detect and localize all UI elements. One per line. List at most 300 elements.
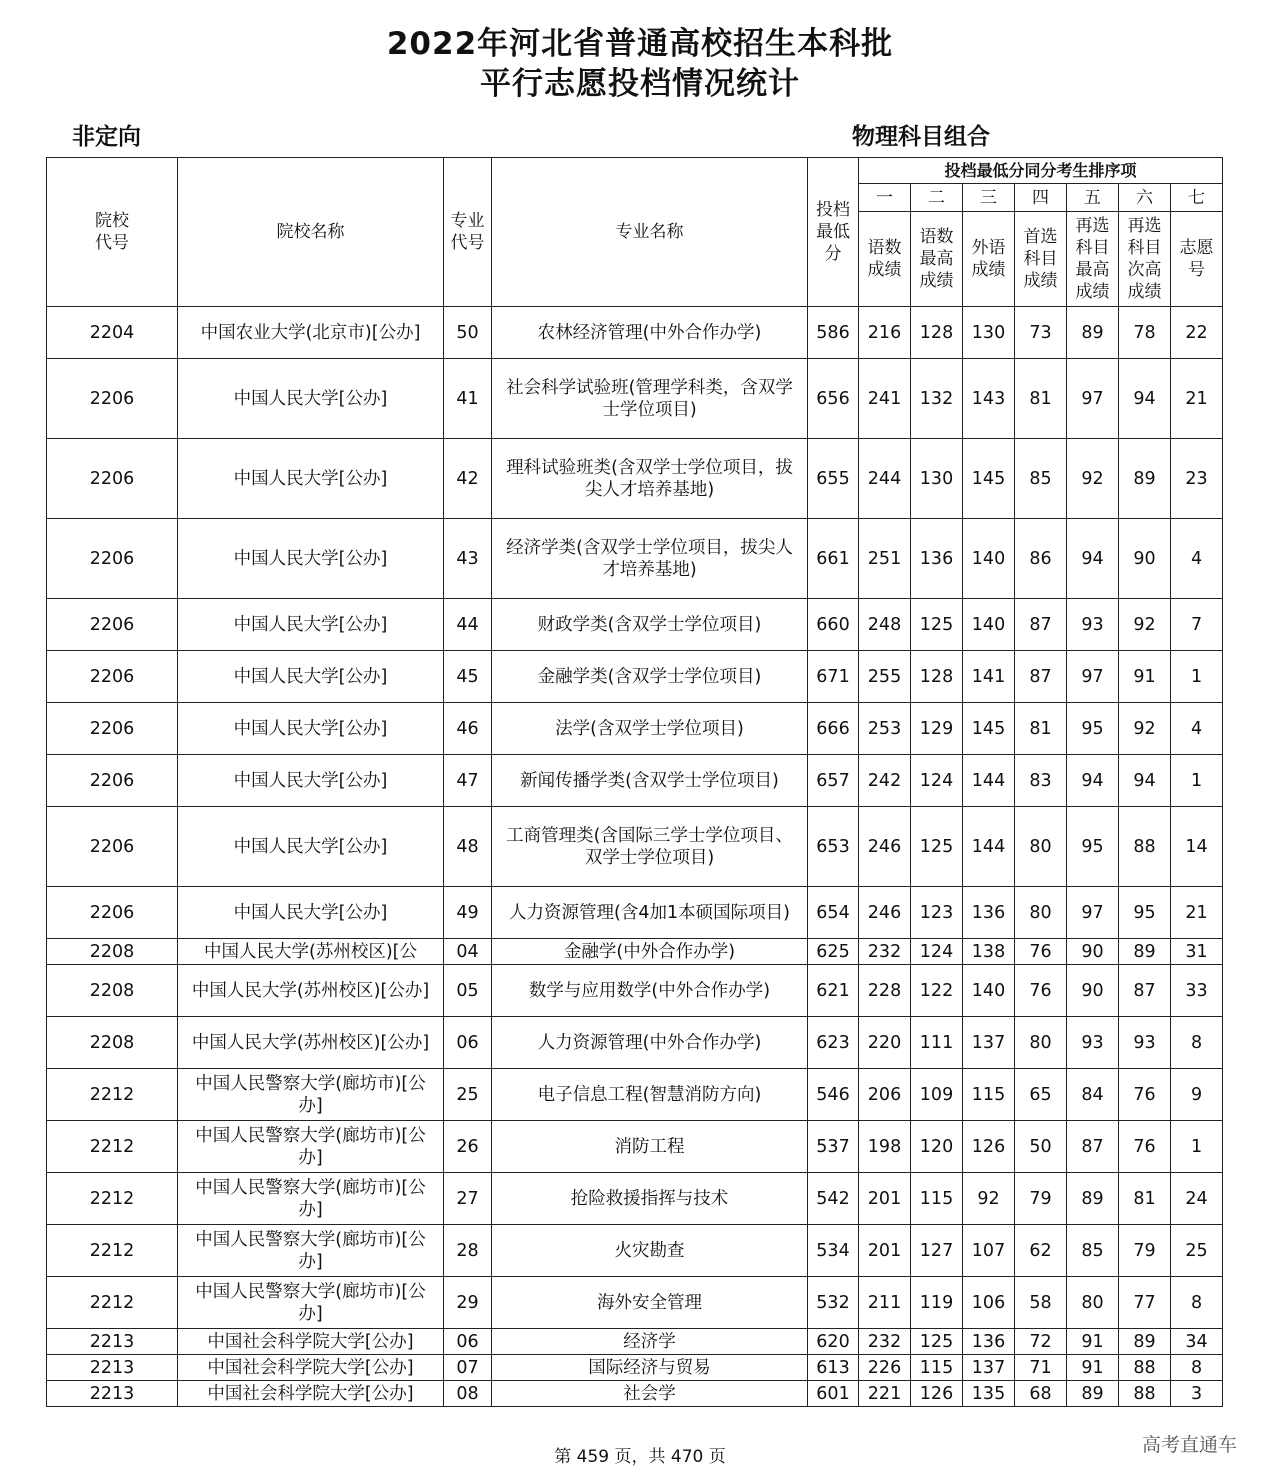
criterion-5-cell: 90 (1067, 939, 1119, 965)
major-code-cell: 48 (444, 807, 492, 887)
table-body (47, 307, 1223, 1407)
criterion-5-cell: 93 (1067, 599, 1119, 651)
criterion-7-cell: 4 (1171, 703, 1223, 755)
major-code-cell: 28 (444, 1225, 492, 1277)
criterion-6-cell: 76 (1119, 1121, 1171, 1173)
school-name-cell: 中国人民大学(苏州校区)[公办] (178, 965, 444, 1017)
major-name-cell: 法学(含双学士学位项目) (492, 703, 808, 755)
header-criterion-3: 外语成绩 (963, 212, 1015, 307)
header-major-code: 专业代号 (444, 158, 492, 307)
table-row (47, 807, 1223, 887)
criterion-1-cell: 198 (859, 1121, 911, 1173)
min-score-cell: 601 (808, 1381, 859, 1407)
criterion-7-cell: 22 (1171, 307, 1223, 359)
criterion-1-cell: 241 (859, 359, 911, 439)
admission-table (46, 157, 1223, 1407)
document-title-line2: 平行志愿投档情况统计 (480, 66, 800, 102)
table-row (47, 599, 1223, 651)
criterion-5-cell: 89 (1067, 1381, 1119, 1407)
criterion-5-cell: 92 (1067, 439, 1119, 519)
major-name-cell: 抢险救援指挥与技术 (492, 1173, 808, 1225)
school-name-cell: 中国人民大学(苏州校区)[公办] (178, 1017, 444, 1069)
criterion-7-cell: 8 (1171, 1277, 1223, 1329)
min-score-cell: 620 (808, 1329, 859, 1355)
criterion-7-cell: 31 (1171, 939, 1223, 965)
criterion-4-cell: 83 (1015, 755, 1067, 807)
major-code-cell: 44 (444, 599, 492, 651)
major-name-cell: 火灾勘查 (492, 1225, 808, 1277)
school-code-cell: 2206 (47, 439, 178, 519)
header-rank-6: 六 (1119, 184, 1171, 212)
school-name-cell: 中国人民警察大学(廊坊市)[公办] (178, 1225, 444, 1277)
table-row (47, 1355, 1223, 1381)
criterion-2-cell: 132 (911, 359, 963, 439)
major-name-cell: 金融学(中外合作办学) (492, 939, 808, 965)
school-name-cell: 中国人民大学[公办] (178, 599, 444, 651)
school-name-cell: 中国人民大学[公办] (178, 439, 444, 519)
header-criterion-6: 再选科目次高成绩 (1119, 212, 1171, 307)
major-code-cell: 25 (444, 1069, 492, 1121)
criterion-6-cell: 89 (1119, 1329, 1171, 1355)
criterion-6-cell: 93 (1119, 1017, 1171, 1069)
criterion-1-cell: 228 (859, 965, 911, 1017)
criterion-5-cell: 94 (1067, 519, 1119, 599)
criterion-4-cell: 71 (1015, 1355, 1067, 1381)
major-name-cell: 消防工程 (492, 1121, 808, 1173)
school-code-cell: 2206 (47, 703, 178, 755)
criterion-1-cell: 246 (859, 887, 911, 939)
school-code-cell: 2208 (47, 965, 178, 1017)
criterion-2-cell: 126 (911, 1381, 963, 1407)
major-name-cell: 社会学 (492, 1381, 808, 1407)
criterion-2-cell: 127 (911, 1225, 963, 1277)
school-name-cell: 中国人民大学[公办] (178, 519, 444, 599)
min-score-cell: 666 (808, 703, 859, 755)
school-code-cell: 2212 (47, 1277, 178, 1329)
criterion-1-cell: 226 (859, 1355, 911, 1381)
major-code-cell: 26 (444, 1121, 492, 1173)
criterion-4-cell: 85 (1015, 439, 1067, 519)
min-score-cell: 660 (808, 599, 859, 651)
school-code-cell: 2206 (47, 807, 178, 887)
criterion-5-cell: 95 (1067, 703, 1119, 755)
criterion-3-cell: 138 (963, 939, 1015, 965)
criterion-5-cell: 87 (1067, 1121, 1119, 1173)
school-code-cell: 2212 (47, 1069, 178, 1121)
major-name-cell: 新闻传播学类(含双学士学位项目) (492, 755, 808, 807)
criterion-3-cell: 140 (963, 599, 1015, 651)
major-code-cell: 06 (444, 1329, 492, 1355)
criterion-4-cell: 72 (1015, 1329, 1067, 1355)
school-name-cell: 中国社会科学院大学[公办] (178, 1329, 444, 1355)
school-name-cell: 中国人民大学[公办] (178, 703, 444, 755)
criterion-1-cell: 253 (859, 703, 911, 755)
min-score-cell: 534 (808, 1225, 859, 1277)
criterion-2-cell: 122 (911, 965, 963, 1017)
header-criterion-4: 首选科目成绩 (1015, 212, 1067, 307)
criterion-1-cell: 248 (859, 599, 911, 651)
criterion-6-cell: 92 (1119, 703, 1171, 755)
criterion-6-cell: 76 (1119, 1069, 1171, 1121)
criterion-4-cell: 50 (1015, 1121, 1067, 1173)
watermark: 高考直通车 (1142, 1434, 1238, 1456)
header-rank-5: 五 (1067, 184, 1119, 212)
criterion-7-cell: 1 (1171, 1121, 1223, 1173)
criterion-6-cell: 94 (1119, 755, 1171, 807)
header-rank-1: 一 (859, 184, 911, 212)
major-code-cell: 27 (444, 1173, 492, 1225)
header-criterion-2: 语数最高成绩 (911, 212, 963, 307)
major-name-cell: 海外安全管理 (492, 1277, 808, 1329)
table-row (47, 1173, 1223, 1225)
min-score-cell: 661 (808, 519, 859, 599)
criterion-2-cell: 136 (911, 519, 963, 599)
header-criterion-1: 语数成绩 (859, 212, 911, 307)
criterion-4-cell: 80 (1015, 1017, 1067, 1069)
table-row (47, 519, 1223, 599)
major-code-cell: 29 (444, 1277, 492, 1329)
major-code-cell: 08 (444, 1381, 492, 1407)
criterion-5-cell: 93 (1067, 1017, 1119, 1069)
school-code-cell: 2206 (47, 887, 178, 939)
major-code-cell: 45 (444, 651, 492, 703)
table-row (47, 359, 1223, 439)
criterion-2-cell: 120 (911, 1121, 963, 1173)
criterion-7-cell: 33 (1171, 965, 1223, 1017)
criterion-7-cell: 14 (1171, 807, 1223, 887)
category-label: 非定向 (72, 124, 141, 150)
min-score-cell: 625 (808, 939, 859, 965)
major-name-cell: 经济学类(含双学士学位项目，拔尖人才培养基地) (492, 519, 808, 599)
major-code-cell: 41 (444, 359, 492, 439)
criterion-1-cell: 201 (859, 1225, 911, 1277)
school-name-cell: 中国农业大学(北京市)[公办] (178, 307, 444, 359)
criterion-4-cell: 80 (1015, 887, 1067, 939)
criterion-7-cell: 24 (1171, 1173, 1223, 1225)
criterion-1-cell: 246 (859, 807, 911, 887)
criterion-5-cell: 84 (1067, 1069, 1119, 1121)
school-name-cell: 中国社会科学院大学[公办] (178, 1381, 444, 1407)
criterion-3-cell: 145 (963, 439, 1015, 519)
min-score-cell: 657 (808, 755, 859, 807)
criterion-7-cell: 21 (1171, 359, 1223, 439)
criterion-6-cell: 79 (1119, 1225, 1171, 1277)
major-code-cell: 04 (444, 939, 492, 965)
criterion-3-cell: 107 (963, 1225, 1015, 1277)
min-score-cell: 623 (808, 1017, 859, 1069)
school-code-cell: 2213 (47, 1381, 178, 1407)
table-row (47, 887, 1223, 939)
table-row (47, 965, 1223, 1017)
header-tiebreak-group: 投档最低分同分考生排序项 (859, 158, 1223, 184)
header-min-score: 投档最低分 (808, 158, 859, 307)
criterion-2-cell: 128 (911, 651, 963, 703)
criterion-7-cell: 3 (1171, 1381, 1223, 1407)
table-row (47, 1121, 1223, 1173)
min-score-cell: 537 (808, 1121, 859, 1173)
criterion-6-cell: 81 (1119, 1173, 1171, 1225)
table-row (47, 439, 1223, 519)
criterion-4-cell: 81 (1015, 703, 1067, 755)
criterion-7-cell: 21 (1171, 887, 1223, 939)
criterion-6-cell: 95 (1119, 887, 1171, 939)
criterion-3-cell: 130 (963, 307, 1015, 359)
major-code-cell: 06 (444, 1017, 492, 1069)
table-row (47, 1069, 1223, 1121)
criterion-7-cell: 25 (1171, 1225, 1223, 1277)
school-code-cell: 2206 (47, 755, 178, 807)
table-row (47, 1381, 1223, 1407)
criterion-5-cell: 85 (1067, 1225, 1119, 1277)
criterion-2-cell: 125 (911, 599, 963, 651)
major-code-cell: 05 (444, 965, 492, 1017)
school-code-cell: 2213 (47, 1329, 178, 1355)
major-code-cell: 46 (444, 703, 492, 755)
criterion-3-cell: 143 (963, 359, 1015, 439)
school-name-cell: 中国人民大学[公办] (178, 651, 444, 703)
criterion-7-cell: 34 (1171, 1329, 1223, 1355)
school-code-cell: 2212 (47, 1121, 178, 1173)
criterion-2-cell: 111 (911, 1017, 963, 1069)
major-name-cell: 农林经济管理(中外合作办学) (492, 307, 808, 359)
school-code-cell: 2204 (47, 307, 178, 359)
min-score-cell: 656 (808, 359, 859, 439)
criterion-6-cell: 89 (1119, 439, 1171, 519)
criterion-7-cell: 23 (1171, 439, 1223, 519)
criterion-1-cell: 211 (859, 1277, 911, 1329)
criterion-4-cell: 87 (1015, 651, 1067, 703)
major-name-cell: 工商管理类(含国际三学士学位项目、双学士学位项目) (492, 807, 808, 887)
criterion-3-cell: 144 (963, 807, 1015, 887)
document-title-line1: 2022年河北省普通高校招生本科批 (386, 26, 894, 62)
criterion-4-cell: 73 (1015, 307, 1067, 359)
criterion-7-cell: 1 (1171, 755, 1223, 807)
criterion-4-cell: 76 (1015, 939, 1067, 965)
criterion-6-cell: 88 (1119, 1381, 1171, 1407)
criterion-2-cell: 129 (911, 703, 963, 755)
criterion-6-cell: 89 (1119, 939, 1171, 965)
school-code-cell: 2206 (47, 519, 178, 599)
school-name-cell: 中国人民警察大学(廊坊市)[公办] (178, 1069, 444, 1121)
school-code-cell: 2213 (47, 1355, 178, 1381)
criterion-2-cell: 115 (911, 1173, 963, 1225)
criterion-1-cell: 221 (859, 1381, 911, 1407)
criterion-3-cell: 135 (963, 1381, 1015, 1407)
major-code-cell: 49 (444, 887, 492, 939)
criterion-6-cell: 78 (1119, 307, 1171, 359)
criterion-3-cell: 140 (963, 965, 1015, 1017)
min-score-cell: 621 (808, 965, 859, 1017)
criterion-1-cell: 255 (859, 651, 911, 703)
criterion-3-cell: 115 (963, 1069, 1015, 1121)
school-name-cell: 中国人民警察大学(廊坊市)[公办] (178, 1277, 444, 1329)
criterion-6-cell: 91 (1119, 651, 1171, 703)
criterion-5-cell: 91 (1067, 1329, 1119, 1355)
min-score-cell: 532 (808, 1277, 859, 1329)
school-code-cell: 2212 (47, 1173, 178, 1225)
criterion-5-cell: 95 (1067, 807, 1119, 887)
criterion-4-cell: 81 (1015, 359, 1067, 439)
header-criterion-5: 再选科目最高成绩 (1067, 212, 1119, 307)
criterion-3-cell: 137 (963, 1355, 1015, 1381)
major-name-cell: 电子信息工程(智慧消防方向) (492, 1069, 808, 1121)
criterion-2-cell: 125 (911, 807, 963, 887)
criterion-7-cell: 7 (1171, 599, 1223, 651)
criterion-3-cell: 137 (963, 1017, 1015, 1069)
header-criterion-7: 志愿号 (1171, 212, 1223, 307)
major-name-cell: 社会科学试验班(管理学科类，含双学士学位项目) (492, 359, 808, 439)
criterion-3-cell: 136 (963, 1329, 1015, 1355)
school-name-cell: 中国人民警察大学(廊坊市)[公办] (178, 1173, 444, 1225)
criterion-1-cell: 244 (859, 439, 911, 519)
criterion-6-cell: 90 (1119, 519, 1171, 599)
criterion-6-cell: 92 (1119, 599, 1171, 651)
page-footer: 第 459 页，共 470 页 (554, 1447, 726, 1467)
major-code-cell: 07 (444, 1355, 492, 1381)
criterion-1-cell: 251 (859, 519, 911, 599)
min-score-cell: 613 (808, 1355, 859, 1381)
criterion-3-cell: 106 (963, 1277, 1015, 1329)
criterion-6-cell: 87 (1119, 965, 1171, 1017)
table-row (47, 651, 1223, 703)
criterion-4-cell: 76 (1015, 965, 1067, 1017)
criterion-1-cell: 242 (859, 755, 911, 807)
criterion-4-cell: 58 (1015, 1277, 1067, 1329)
school-code-cell: 2208 (47, 939, 178, 965)
subject-combination-label: 物理科目组合 (852, 124, 990, 150)
table-header (47, 158, 1223, 307)
table-row (47, 1277, 1223, 1329)
criterion-4-cell: 86 (1015, 519, 1067, 599)
criterion-5-cell: 91 (1067, 1355, 1119, 1381)
school-name-cell: 中国人民警察大学(廊坊市)[公办] (178, 1121, 444, 1173)
criterion-4-cell: 80 (1015, 807, 1067, 887)
criterion-5-cell: 89 (1067, 307, 1119, 359)
major-name-cell: 人力资源管理(含4加1本硕国际项目) (492, 887, 808, 939)
criterion-2-cell: 125 (911, 1329, 963, 1355)
criterion-6-cell: 88 (1119, 807, 1171, 887)
criterion-3-cell: 140 (963, 519, 1015, 599)
school-code-cell: 2206 (47, 651, 178, 703)
header-school-code: 院校代号 (47, 158, 178, 307)
criterion-5-cell: 90 (1067, 965, 1119, 1017)
criterion-2-cell: 115 (911, 1355, 963, 1381)
min-score-cell: 671 (808, 651, 859, 703)
min-score-cell: 654 (808, 887, 859, 939)
criterion-2-cell: 123 (911, 887, 963, 939)
major-name-cell: 财政学类(含双学士学位项目) (492, 599, 808, 651)
criterion-3-cell: 136 (963, 887, 1015, 939)
min-score-cell: 542 (808, 1173, 859, 1225)
school-name-cell: 中国人民大学[公办] (178, 807, 444, 887)
min-score-cell: 586 (808, 307, 859, 359)
school-name-cell: 中国人民大学[公办] (178, 887, 444, 939)
header-rank-4: 四 (1015, 184, 1067, 212)
min-score-cell: 653 (808, 807, 859, 887)
criterion-1-cell: 201 (859, 1173, 911, 1225)
criterion-6-cell: 94 (1119, 359, 1171, 439)
criterion-3-cell: 145 (963, 703, 1015, 755)
major-code-cell: 43 (444, 519, 492, 599)
criterion-1-cell: 232 (859, 1329, 911, 1355)
table-row (47, 1225, 1223, 1277)
criterion-2-cell: 130 (911, 439, 963, 519)
major-name-cell: 数学与应用数学(中外合作办学) (492, 965, 808, 1017)
major-code-cell: 47 (444, 755, 492, 807)
criterion-2-cell: 119 (911, 1277, 963, 1329)
criterion-2-cell: 128 (911, 307, 963, 359)
school-code-cell: 2206 (47, 599, 178, 651)
school-name-cell: 中国人民大学(苏州校区)[公 (178, 939, 444, 965)
major-code-cell: 42 (444, 439, 492, 519)
major-name-cell: 金融学类(含双学士学位项目) (492, 651, 808, 703)
major-name-cell: 人力资源管理(中外合作办学) (492, 1017, 808, 1069)
table-row (47, 307, 1223, 359)
header-rank-2: 二 (911, 184, 963, 212)
criterion-3-cell: 126 (963, 1121, 1015, 1173)
school-name-cell: 中国人民大学[公办] (178, 755, 444, 807)
criterion-7-cell: 9 (1171, 1069, 1223, 1121)
table-row (47, 755, 1223, 807)
major-code-cell: 50 (444, 307, 492, 359)
criterion-2-cell: 124 (911, 939, 963, 965)
criterion-6-cell: 77 (1119, 1277, 1171, 1329)
header-school-name: 院校名称 (178, 158, 444, 307)
criterion-1-cell: 216 (859, 307, 911, 359)
criterion-5-cell: 89 (1067, 1173, 1119, 1225)
criterion-3-cell: 144 (963, 755, 1015, 807)
criterion-5-cell: 97 (1067, 359, 1119, 439)
criterion-3-cell: 92 (963, 1173, 1015, 1225)
header-rank-3: 三 (963, 184, 1015, 212)
criterion-5-cell: 94 (1067, 755, 1119, 807)
table-row (47, 939, 1223, 965)
criterion-4-cell: 65 (1015, 1069, 1067, 1121)
criterion-7-cell: 4 (1171, 519, 1223, 599)
criterion-1-cell: 220 (859, 1017, 911, 1069)
major-name-cell: 经济学 (492, 1329, 808, 1355)
criterion-7-cell: 1 (1171, 651, 1223, 703)
criterion-3-cell: 141 (963, 651, 1015, 703)
school-code-cell: 2208 (47, 1017, 178, 1069)
header-major-name: 专业名称 (492, 158, 808, 307)
min-score-cell: 546 (808, 1069, 859, 1121)
header-rank-7: 七 (1171, 184, 1223, 212)
criterion-2-cell: 109 (911, 1069, 963, 1121)
criterion-7-cell: 8 (1171, 1355, 1223, 1381)
criterion-5-cell: 97 (1067, 887, 1119, 939)
criterion-4-cell: 62 (1015, 1225, 1067, 1277)
criterion-1-cell: 232 (859, 939, 911, 965)
criterion-4-cell: 79 (1015, 1173, 1067, 1225)
school-code-cell: 2212 (47, 1225, 178, 1277)
criterion-6-cell: 88 (1119, 1355, 1171, 1381)
school-name-cell: 中国社会科学院大学[公办] (178, 1355, 444, 1381)
table-row (47, 1329, 1223, 1355)
criterion-5-cell: 80 (1067, 1277, 1119, 1329)
criterion-2-cell: 124 (911, 755, 963, 807)
school-code-cell: 2206 (47, 359, 178, 439)
table-row (47, 1017, 1223, 1069)
criterion-7-cell: 8 (1171, 1017, 1223, 1069)
min-score-cell: 655 (808, 439, 859, 519)
criterion-5-cell: 97 (1067, 651, 1119, 703)
major-name-cell: 理科试验班类(含双学士学位项目，拔尖人才培养基地) (492, 439, 808, 519)
school-name-cell: 中国人民大学[公办] (178, 359, 444, 439)
criterion-4-cell: 87 (1015, 599, 1067, 651)
major-name-cell: 国际经济与贸易 (492, 1355, 808, 1381)
criterion-4-cell: 68 (1015, 1381, 1067, 1407)
